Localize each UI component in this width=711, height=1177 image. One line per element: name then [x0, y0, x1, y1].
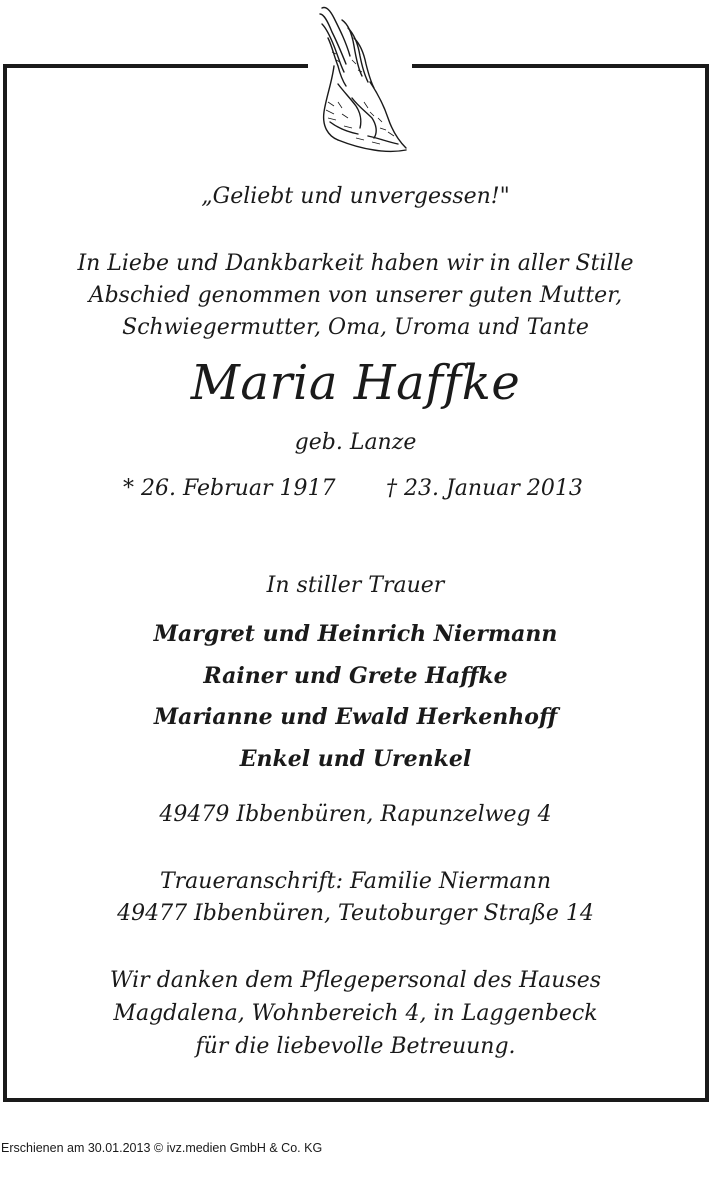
thanks-line: Magdalena, Wohnbereich 4, in Laggenbeck	[113, 1001, 598, 1026]
mourner-entry: Margret und Heinrich Niermann	[153, 621, 558, 647]
mourning-phrase: In stiller Trauer	[266, 573, 445, 598]
notice-motto: „Geliebt und unvergessen!"	[201, 184, 510, 209]
contact-line: Traueranschrift: Familie Niermann	[159, 869, 552, 894]
praying-hands-icon	[308, 2, 412, 158]
contact-line: 49477 Ibbenbüren, Teutoburger Straße 14	[117, 901, 594, 926]
thanks-line: für die liebevolle Betreuung.	[195, 1034, 516, 1059]
deceased-name: Maria Haffke	[190, 355, 521, 411]
publication-footer: Erschienen am 30.01.2013 © ivz.medien GmbH & Co. KG	[1, 1141, 323, 1155]
birth-date: * 26. Februar 1917	[123, 476, 336, 501]
death-date: † 23. Januar 2013	[386, 476, 583, 501]
mourner-entry: Rainer und Grete Haffke	[203, 662, 508, 689]
notice-intro	[0, 248, 711, 344]
intro-line: Abschied genommen von unserer guten Mutter,	[88, 283, 623, 308]
mourner-entry: Enkel und Urenkel	[239, 745, 472, 772]
mourners-list	[0, 614, 711, 780]
birth-name: geb. Lanze	[294, 430, 417, 455]
intro-line: In Liebe und Dankbarkeit haben wir in aller Stille	[77, 251, 634, 276]
condolence-address	[0, 866, 711, 930]
family-address: 49479 Ibbenbüren, Rapunzelweg 4	[159, 802, 552, 827]
intro-line: Schwiegermutter, Oma, Uroma und Tante	[122, 315, 589, 340]
thanks-note	[0, 964, 711, 1063]
thanks-line: Wir danken dem Pflegepersonal des Hauses	[109, 968, 602, 993]
mourner-entry: Marianne und Ewald Herkenhoff	[153, 704, 558, 730]
